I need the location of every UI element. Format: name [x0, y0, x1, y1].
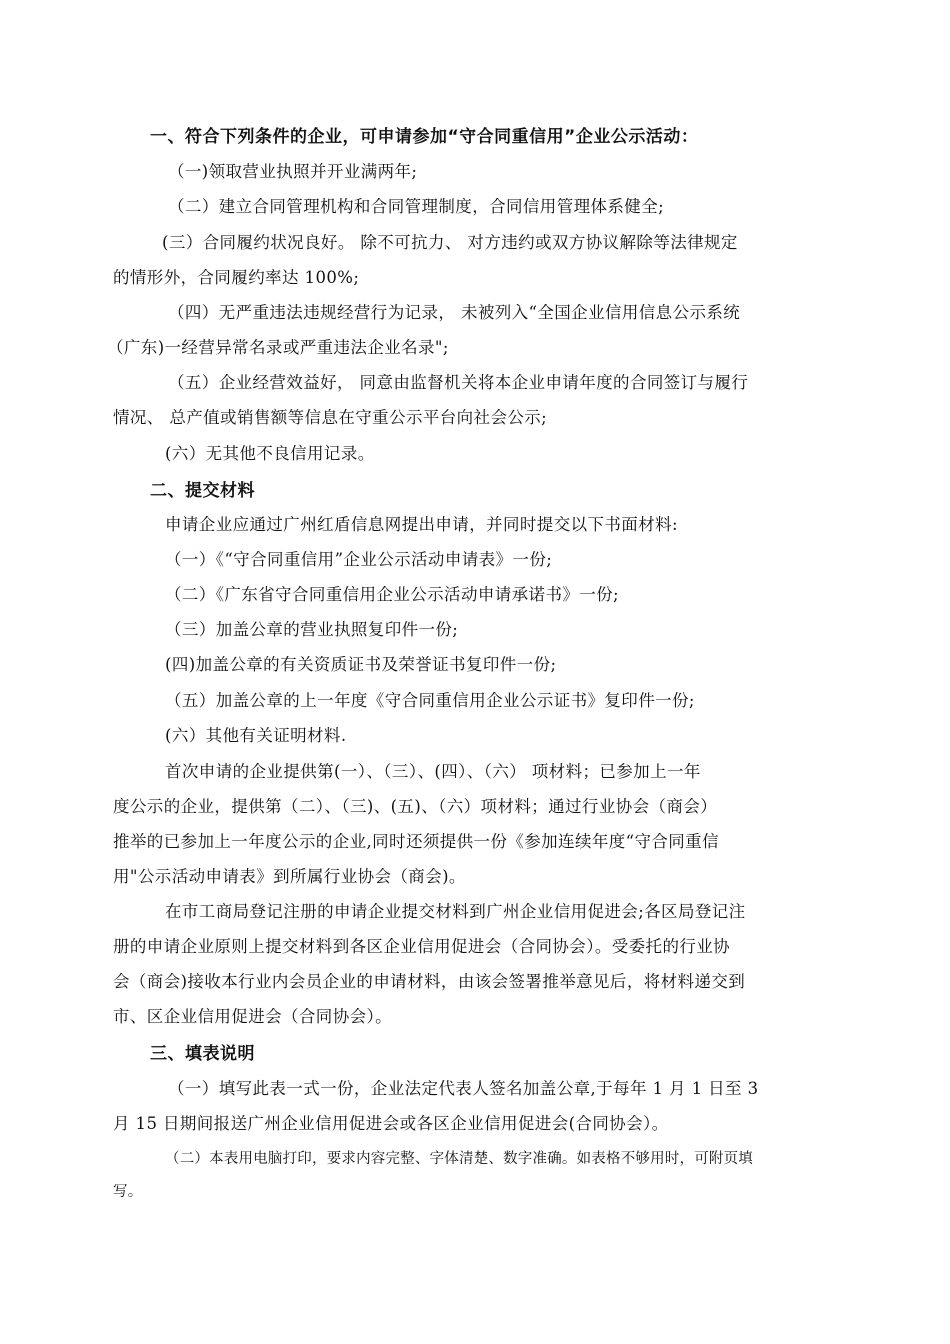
section-3-line: （二）本表用电脑打印，要求内容完整、字体清楚、数字准确。如表格不够用时，可附页填 — [165, 1151, 753, 1167]
section-2-line: 申请企业应通过广州红盾信息网提出申请，并同时提交以下书面材料: — [165, 515, 678, 534]
section-1-line: （广东)一经营异常名录或严重违法企业名录"; — [107, 338, 449, 357]
section-2-line: 在市工商局登记注册的申请企业提交材料到广州企业信用促进会;各区局登记注 — [165, 902, 746, 921]
section-1-line: （五）企业经营效益好， 同意由监督机关将本企业申请年度的合同签订与履行 — [168, 373, 749, 392]
section-2-line: （三）加盖公章的营业执照复印件一份; — [165, 620, 459, 639]
section-2-line: 册的申请企业原则上提交材料到各区企业信用促进会（合同协会）。受委托的行业协 — [113, 937, 731, 956]
section-1-line: （四）无严重违法违规经营行为记录， 未被列入“全国企业信用信息公示系统 — [168, 303, 741, 322]
section-2-line: 推举的已参加上一年度公示的企业,同时还须提供一份《参加连续年度“守合同重信 — [113, 832, 719, 851]
section-1-line: (三）合同履约状况良好。 除不可抗力、 对方违约或双方协议解除等法律规定 — [162, 233, 738, 252]
section-3-heading: 三、填表说明 — [150, 1044, 255, 1064]
section-1-line: （一)领取营业执照并开业满两年; — [168, 162, 418, 181]
section-2-line: （二）《广东省守合同重信用企业公示活动申请承诺书》一份; — [165, 585, 620, 604]
section-2-line: 会（商会)接收本行业内会员企业的申请材料，由该会签署推举意见后，将材料递交到 — [113, 972, 746, 991]
section-2-line: （一）《“守合同重信用”企业公示活动申请表》一份; — [165, 550, 553, 569]
section-3-line: 月 15 日期间报送广州企业信用促进会或各区企业信用促进会(合同协会）。 — [113, 1114, 669, 1133]
section-2-line: (六）其他有关证明材料. — [165, 726, 347, 745]
section-1-heading: 一、符合下列条件的企业，可申请参加“守合同重信用”企业公示活动： — [150, 127, 699, 147]
section-2-line: （五）加盖公章的上一年度《守合同重信用企业公示证书》复印件一份; — [165, 691, 695, 710]
section-1-line: 情况、 总产值或销售额等信息在守重公示平台向社会公示; — [113, 408, 548, 427]
section-2-line: 度公示的企业，提供第（二）、（三)、(五)、（六）项材料；通过行业协会（商会） — [113, 797, 718, 816]
section-2-heading: 二、提交材料 — [150, 481, 255, 501]
section-3-line: 写。 — [113, 1184, 143, 1200]
section-1-line: （二）建立合同管理机构和合同管理制度，合同信用管理体系健全; — [168, 197, 665, 216]
section-2-line: 用"公示活动申请表》到所属行业协会（商会)。 — [113, 867, 466, 886]
section-1-line: 的情形外，合同履约率达 100%; — [113, 268, 360, 287]
section-2-line: (四)加盖公章的有关资质证书及荣誉证书复印件一份; — [165, 655, 557, 674]
section-2-line: 市、区企业信用促进会（合同协会）。 — [113, 1007, 393, 1026]
section-2-line: 首次申请的企业提供第(一）、（三）、(四）、（六） 项材料；已参加上一年 — [165, 762, 701, 781]
section-1-line: (六）无其他不良信用记录。 — [165, 444, 375, 463]
section-3-line: （一）填写此表一式一份，企业法定代表人签名加盖公章,于每年 1 月 1 日至 3 — [168, 1079, 759, 1098]
